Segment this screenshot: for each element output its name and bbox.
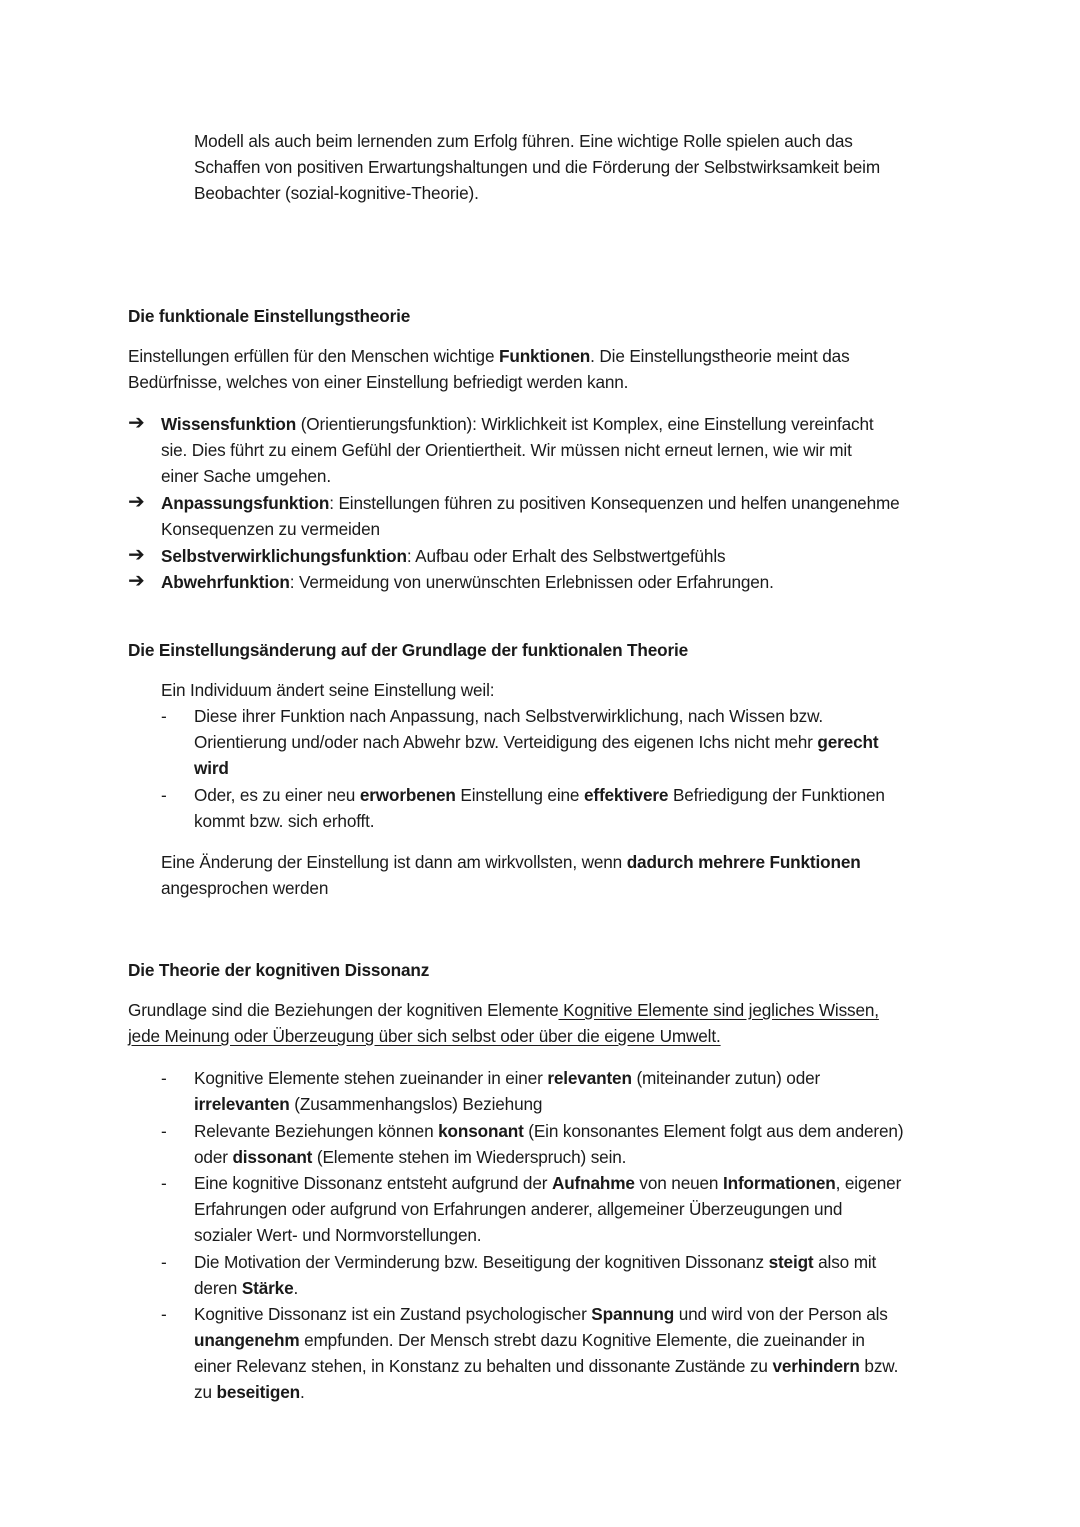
item-line — [194, 729, 878, 755]
item-line — [161, 490, 900, 516]
bold-term: relevanten — [547, 1068, 632, 1088]
item-line: sie. Dies führt zu einem Gefühl der Orientiertheit. Wir müssen nicht erneut lernen, wie wir mit — [161, 440, 852, 460]
item-line — [161, 543, 725, 569]
text: (Zusammenhangslos) Beziehung — [289, 1094, 543, 1114]
dash-bullet-icon: - — [161, 1121, 167, 1141]
item-line — [194, 1249, 876, 1275]
item-line — [161, 411, 874, 437]
paragraph-line — [128, 1023, 721, 1049]
item-line — [194, 1118, 903, 1144]
item-line: Diese ihrer Funktion nach Anpassung, nach Selbstverwirklichung, nach Wissen bzw. — [194, 706, 824, 726]
bold-term: steigt — [768, 1252, 814, 1272]
dash-bullet-icon: - — [161, 706, 167, 726]
item-line — [194, 1353, 898, 1379]
intro-line: Modell als auch beim lernenden zum Erfolg führen. Eine wichtige Rolle spielen auch das — [194, 131, 853, 151]
item-line — [161, 569, 774, 595]
bold-term: Stärke — [241, 1278, 294, 1298]
underlined-definition: jede Meinung oder Überzeugung über sich selbst oder über die eigene Umwelt. — [128, 1026, 721, 1046]
dash-bullet-icon: - — [161, 785, 167, 805]
bold-term: dissonant — [232, 1147, 313, 1167]
text: (Ein konsonantes Element folgt aus dem anderen) — [523, 1121, 904, 1141]
text: oder — [194, 1147, 233, 1167]
section-heading: Die Einstellungsänderung auf der Grundlage der funktionalen Theorie — [128, 640, 689, 660]
bold-term: wird — [194, 758, 229, 778]
item-line: kommt bzw. sich erhofft. — [194, 811, 375, 831]
text: deren — [194, 1278, 242, 1298]
arrow-right-icon: ➔ — [128, 544, 145, 566]
bold-term: konsonant — [438, 1121, 524, 1141]
text: . — [293, 1278, 299, 1298]
text: einer Relevanz stehen, in Konstanz zu behalten und dissonante Zustände zu — [194, 1356, 773, 1376]
bold-term: Aufnahme — [551, 1173, 635, 1193]
bold-term: irrelevanten — [194, 1094, 290, 1114]
bold-term: Spannung — [591, 1304, 675, 1324]
conclusion-line — [161, 849, 861, 875]
bold-term: effektivere — [583, 785, 669, 805]
item-line — [194, 1065, 820, 1091]
text: Kognitive Elemente stehen zueinander in einer — [194, 1068, 548, 1088]
arrow-right-icon: ➔ — [128, 570, 145, 592]
item-line — [194, 1091, 542, 1117]
item-line — [194, 1327, 865, 1353]
text: Orientierung und/oder nach Abwehr bzw. Verteidigung des eigenen Ichs nicht mehr — [194, 732, 818, 752]
bold-term: Abwehrfunktion — [161, 572, 290, 592]
item-line — [194, 1379, 305, 1405]
item-line — [194, 1170, 901, 1196]
bold-term: verhindern — [772, 1356, 860, 1376]
item-line — [194, 1301, 888, 1327]
dash-bullet-icon: - — [161, 1068, 167, 1088]
text: : Aufbau oder Erhalt des Selbstwertgefühls — [406, 546, 726, 566]
text: Eine kognitive Dissonanz entsteht aufgrund der — [194, 1173, 552, 1193]
text: Befriedigung der Funktionen — [668, 785, 885, 805]
bold-term: unangenehm — [194, 1330, 300, 1350]
section-heading: Die Theorie der kognitiven Dissonanz — [128, 960, 430, 980]
text: zu — [194, 1382, 217, 1402]
lead-text: Ein Individuum ändert seine Einstellung weil: — [161, 680, 495, 700]
text: Eine Änderung der Einstellung ist dann am wirkvollsten, wenn — [161, 852, 627, 872]
paragraph-line: Bedürfnisse, welches von einer Einstellung befriedigt werden kann. — [128, 372, 629, 392]
text: empfunden. Der Mensch strebt dazu Kognitive Elemente, die zueinander in — [299, 1330, 865, 1350]
bold-term: Anpassungsfunktion — [161, 493, 330, 513]
bold-term: erworbenen — [359, 785, 456, 805]
intro-line: Schaffen von positiven Erwartungshaltungen und die Förderung der Selbstwirksamkeit beim — [194, 157, 880, 177]
text: (Elemente stehen im Wiederspruch) sein. — [312, 1147, 627, 1167]
text: . Die Einstellungstheorie meint das — [590, 346, 850, 366]
arrow-right-icon: ➔ — [128, 412, 145, 434]
item-line — [194, 1275, 298, 1301]
paragraph-line — [128, 997, 879, 1023]
text: Relevante Beziehungen können — [194, 1121, 439, 1141]
dash-bullet-icon: - — [161, 1173, 167, 1193]
text: Einstellungen erfüllen für den Menschen wichtige — [128, 346, 500, 366]
bold-term: Funktionen — [499, 346, 591, 366]
item-line: einer Sache umgehen. — [161, 466, 331, 486]
text: Einstellung eine — [455, 785, 584, 805]
text: : Einstellungen führen zu positiven Konsequenzen und helfen unangenehme — [329, 493, 900, 513]
text: . — [300, 1382, 305, 1402]
item-line: sozialer Wert- und Normvorstellungen. — [194, 1225, 482, 1245]
bold-term: Wissensfunktion — [161, 414, 297, 434]
item-line: Konsequenzen zu vermeiden — [161, 519, 380, 539]
text: von neuen — [634, 1173, 723, 1193]
section-heading: Die funktionale Einstellungstheorie — [128, 306, 411, 326]
conclusion-line: angesprochen werden — [161, 878, 329, 898]
item-line: Erfahrungen oder aufgrund von Erfahrungen anderer, allgemeiner Überzeugungen und — [194, 1199, 843, 1219]
text: Oder, es zu einer neu — [194, 785, 360, 805]
bold-term: dadurch mehrere Funktionen — [626, 852, 861, 872]
item-line — [194, 755, 229, 781]
underlined-definition: Kognitive Elemente sind jegliches Wissen, — [558, 1000, 879, 1020]
text: also mit — [813, 1252, 877, 1272]
text: Kognitive Dissonanz ist ein Zustand psychologischer — [194, 1304, 592, 1324]
bold-term: gerecht — [817, 732, 879, 752]
text: : Vermeidung von unerwünschten Erlebnissen oder Erfahrungen. — [289, 572, 774, 592]
text: bzw. — [859, 1356, 899, 1376]
bold-term: Informationen — [722, 1173, 836, 1193]
item-line — [194, 782, 885, 808]
bold-term: beseitigen — [216, 1382, 300, 1402]
text: , eigener — [835, 1173, 902, 1193]
arrow-right-icon: ➔ — [128, 491, 145, 513]
dash-bullet-icon: - — [161, 1252, 167, 1272]
text: (Orientierungsfunktion): Wirklichkeit ist Komplex, eine Einstellung vereinfacht — [296, 414, 874, 434]
text: Grundlage sind die Beziehungen der kognitiven Elemente — [128, 1000, 559, 1020]
dash-bullet-icon: - — [161, 1304, 167, 1324]
intro-line: Beobachter (sozial-kognitive-Theorie). — [194, 183, 479, 203]
paragraph-line — [128, 343, 850, 369]
text: (miteinander zutun) oder — [631, 1068, 821, 1088]
bold-term: Selbstverwirklichungsfunktion — [161, 546, 407, 566]
text: Die Motivation der Verminderung bzw. Beseitigung der kognitiven Dissonanz — [194, 1252, 769, 1272]
text: und wird von der Person als — [674, 1304, 888, 1324]
item-line — [194, 1144, 626, 1170]
